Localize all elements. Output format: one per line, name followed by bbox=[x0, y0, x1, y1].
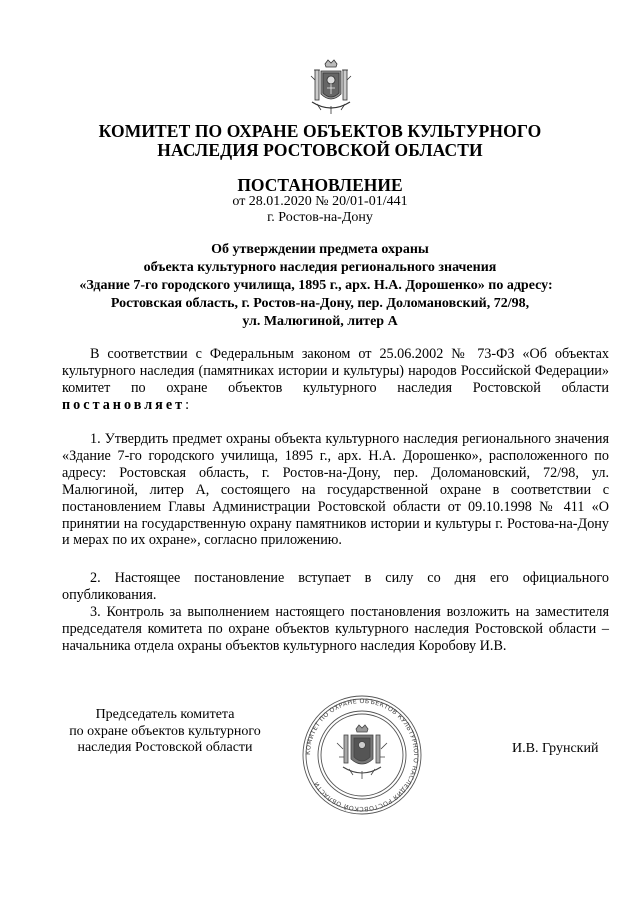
document-city: г. Ростов-на-Дону bbox=[267, 210, 373, 225]
item-3-paragraph bbox=[62, 604, 609, 655]
subject-line-5: ул. Малюгиной, литер А bbox=[242, 314, 398, 329]
signatory-position-line3: наследия Ростовской области bbox=[77, 740, 253, 755]
resolves-punct: : bbox=[185, 396, 190, 413]
signatory-position-line1: Председатель комитета bbox=[95, 707, 235, 722]
seal-ring-text: КОМИТЕТ ПО ОХРАНЕ ОБЪЕКТОВ КУЛЬТУРНОГО НАСЛЕДИЯ РОСТОВСКОЙ ОБЛАСТИ bbox=[304, 697, 420, 813]
signatory-position-line2: по охране объектов культурного bbox=[69, 723, 261, 739]
signatory-position bbox=[56, 707, 274, 757]
item-2-text: 2. Настоящее постановление вступает в силу со дня его официального опубликования. bbox=[62, 570, 609, 603]
official-seal-stamp bbox=[297, 693, 427, 818]
preamble-text: В соответствии с Федеральным законом от 25.06.2002 № 73-ФЗ «Об объектах культурного наследия (памятниках истории и культуры) народов Российской Федерации» комитет по охране объектов культурного наследия Ростовской области bbox=[62, 346, 609, 396]
item-1-paragraph bbox=[62, 431, 609, 549]
signatory-name: И.В. Грунский bbox=[512, 741, 599, 756]
subject-line-2: объекта культурного наследия регионального значения bbox=[143, 260, 497, 275]
document-date-number: от 28.01.2020 № 20/01-01/441 bbox=[232, 194, 408, 209]
resolves-word: постановляет bbox=[62, 396, 186, 413]
document-type: ПОСТАНОВЛЕНИЕ bbox=[237, 175, 403, 195]
org-title-line2: НАСЛЕДИЯ РОСТОВСКОЙ ОБЛАСТИ bbox=[157, 140, 483, 160]
item-2-paragraph bbox=[62, 570, 609, 604]
org-title-line1: КОМИТЕТ ПО ОХРАНЕ ОБЪЕКТОВ КУЛЬТУРНОГО bbox=[98, 121, 542, 141]
subject-line-3: «Здание 7-го городского училища, 1895 г., арх. Н.А. Дорошенко» по адресу: bbox=[79, 278, 553, 293]
seal-emblem bbox=[337, 725, 387, 779]
item-3-text: 3. Контроль за выполнением настоящего постановления возложить на заместителя председателя комитета по охране объектов культурного наследия Ростовской области – начальника отдела охраны объектов культурного наследия Коробову И.В. bbox=[62, 604, 609, 654]
subject-line-4: Ростовская область, г. Ростов-на-Дону, пер. Доломановский, 72/98, bbox=[110, 296, 530, 311]
subject-line-1: Об утверждении предмета охраны bbox=[211, 242, 429, 257]
preamble-paragraph bbox=[62, 346, 609, 414]
coat-of-arms-emblem bbox=[309, 58, 353, 116]
item-1-text: 1. Утвердить предмет охраны объекта культурного наследия регионального значения «Здание 7-го городского училища, 1895 г., арх. Н.А. Дорошенко», расположенного по адресу: Ростовская область, г. Ростов-на-Дону, пер. Доломановский, 72/98, ул. Малюгиной, литер А, состоящего на государственной охране в соответствии с постановлением Главы Администрации Ростовской области от 09.10.1998 № 411 «О принятии на государственную охрану памятников истории и культуры г. Ростова-на-Дону и мерах по их охране», согласно приложению. bbox=[62, 431, 609, 549]
